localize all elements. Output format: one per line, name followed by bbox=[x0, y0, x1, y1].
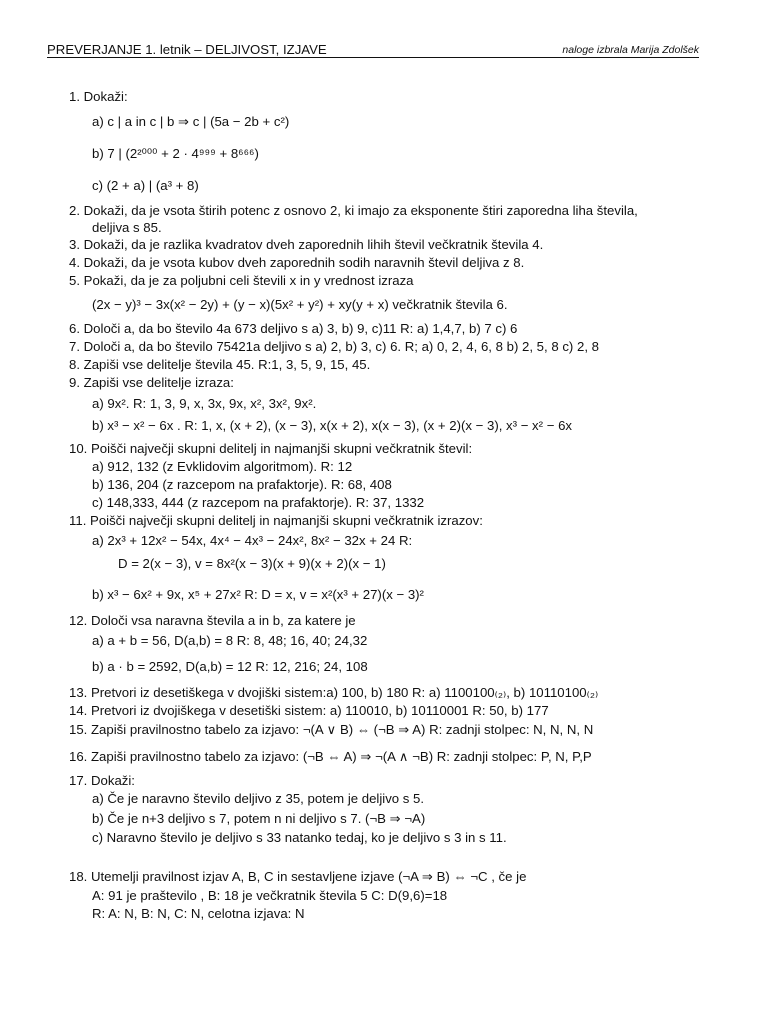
exercise-line-l19: b) 136, 204 (z razcepom na prafaktorje). R: 68, 408 bbox=[92, 477, 392, 492]
exercise-line-l32: 17. Dokaži: bbox=[69, 773, 135, 788]
exercise-line-l37: A: 91 je praštevilo , B: 18 je večkratnik števila 5 C: D(9,6)=18 bbox=[92, 888, 448, 903]
exercise-line-l26: a) a + b = 56, D(a,b) = 8 R: 8, 48; 16, 40; 24,32 bbox=[92, 633, 368, 648]
exercise-line-l22: a) 2x³ + 12x² − 54x, 4x⁴ − 4x³ − 24x², 8x² − 32x + 24 R: bbox=[92, 533, 413, 548]
exercise-line-l16: b) x³ − x² − 6x . R: 1, x, (x + 2), (x − 3), x(x + 2), x(x − 3), (x + 2)(x − 3), x³ − x² − 6x bbox=[92, 418, 572, 433]
exercise-line-l36: 18. Utemelji pravilnost izjav A, B, C in sestavljene izjave (¬A ⇒ B) ⇔ ¬C , če je bbox=[69, 869, 527, 884]
exercise-line-l02: a) c | a in c | b ⇒ c | (5a − 2b + c²) bbox=[92, 114, 290, 129]
exercise-line-l01: 1. Dokaži: bbox=[69, 89, 128, 104]
exercise-line-l03: b) 7 | (2²⁰⁰⁰ + 2 · 4⁹⁹⁹ + 8⁶⁶⁶) bbox=[92, 146, 259, 161]
exercise-line-l24: b) x³ − 6x² + 9x, x⁵ + 27x² R: D = x, v = x²(x³ + 27)(x − 3)² bbox=[92, 587, 424, 602]
exercise-line-l07: 3. Dokaži, da je razlika kvadratov dveh zaporednih lihih števil večkratnik števila 4. bbox=[69, 237, 544, 252]
exercise-line-l08: 4. Dokaži, da je vsota kubov dveh zaporednih sodih naravnih števil deljiva z 8. bbox=[69, 255, 525, 270]
page-title: PREVERJANJE 1. letnik – DELJIVOST, IZJAVE bbox=[47, 42, 327, 57]
exercise-line-l33: a) Če je naravno število deljivo z 35, potem je deljivo s 5. bbox=[92, 791, 425, 806]
exercise-line-l35: c) Naravno število je deljivo s 33 natanko tedaj, ko je deljivo s 3 in s 11. bbox=[92, 830, 507, 845]
exercise-line-l38: R: A: N, B: N, C: N, celotna izjava: N bbox=[92, 906, 305, 921]
exercise-line-l04: c) (2 + a) | (a³ + 8) bbox=[92, 178, 199, 193]
exercise-line-l14: 9. Zapiši vse delitelje izraza: bbox=[69, 375, 234, 390]
exercise-line-l12: 7. Določi a, da bo število 75421a deljivo s a) 2, b) 3, c) 6. R; a) 0, 2, 4, 6, 8 b) 2, 5, 8 c) 2, 8 bbox=[69, 339, 599, 354]
exercise-line-l05: 2. Dokaži, da je vsota štirih potenc z osnovo 2, ki imajo za eksponente štiri zaporedna liha števila, bbox=[69, 203, 638, 218]
exercise-line-l13: 8. Zapiši vse delitelje števila 45. R:1, 3, 5, 9, 15, 45. bbox=[69, 357, 371, 372]
exercise-line-l31: 16. Zapiši pravilnostno tabelo za izjavo: (¬B ⇔ A) ⇒ ¬(A ∧ ¬B) R: zadnji stolpec: P, N, P,P bbox=[69, 749, 592, 764]
page-header bbox=[47, 42, 699, 58]
exercise-line-l21: 11. Poišči največji skupni delitelj in najmanjši skupni večkratnik izrazov: bbox=[69, 513, 483, 528]
exercise-line-l34: b) Če je n+3 deljivo s 7, potem n ni deljivo s 7. (¬B ⇒ ¬A) bbox=[92, 811, 426, 826]
exercise-line-l20: c) 148,333, 444 (z razcepom na prafaktorje). R: 37, 1332 bbox=[92, 495, 425, 510]
exercise-line-l30: 15. Zapiši pravilnostno tabelo za izjavo: ¬(A ∨ B) ⇔ (¬B ⇒ A) R: zadnji stolpec: N, N, N, N bbox=[69, 722, 594, 737]
exercise-line-l09: 5. Pokaži, da je za poljubni celi števili x in y vrednost izraza bbox=[69, 273, 414, 288]
exercise-line-l18: a) 912, 132 (z Evklidovim algoritmom). R: 12 bbox=[92, 459, 353, 474]
exercise-line-l29: 14. Pretvori iz dvojiškega v desetiški sistem: a) 110010, b) 10110001 R: 50, b) 177 bbox=[69, 703, 549, 718]
exercise-line-l10: (2x − y)³ − 3x(x² − 2y) + (y − x)(5x² + y²) + xy(y + x) večkratnik števila 6. bbox=[92, 297, 508, 312]
exercise-line-l23: D = 2(x − 3), v = 8x²(x − 3)(x + 9)(x + 2)(x − 1) bbox=[118, 556, 386, 571]
exercise-line-l15: a) 9x². R: 1, 3, 9, x, 3x, 9x, x², 3x², 9x². bbox=[92, 396, 317, 411]
exercise-line-l25: 12. Določi vsa naravna števila a in b, za katere je bbox=[69, 613, 356, 628]
exercise-line-l17: 10. Poišči največji skupni delitelj in najmanjši skupni večkratnik števil: bbox=[69, 441, 473, 456]
exercise-line-l11: 6. Določi a, da bo število 4a 673 deljivo s a) 3, b) 9, c)11 R: a) 1,4,7, b) 7 c) 6 bbox=[69, 321, 518, 336]
author-note: naloge izbrala Marija Zdolšek bbox=[562, 44, 699, 56]
exercise-line-l27: b) a · b = 2592, D(a,b) = 12 R: 12, 216; 24, 108 bbox=[92, 659, 368, 674]
exercise-line-l06: deljiva s 85. bbox=[92, 220, 162, 235]
exercise-line-l28: 13. Pretvori iz desetiškega v dvojiški sistem:a) 100, b) 180 R: a) 1100100₍₂₎, b) 10110100₍₂₎ bbox=[69, 685, 599, 700]
